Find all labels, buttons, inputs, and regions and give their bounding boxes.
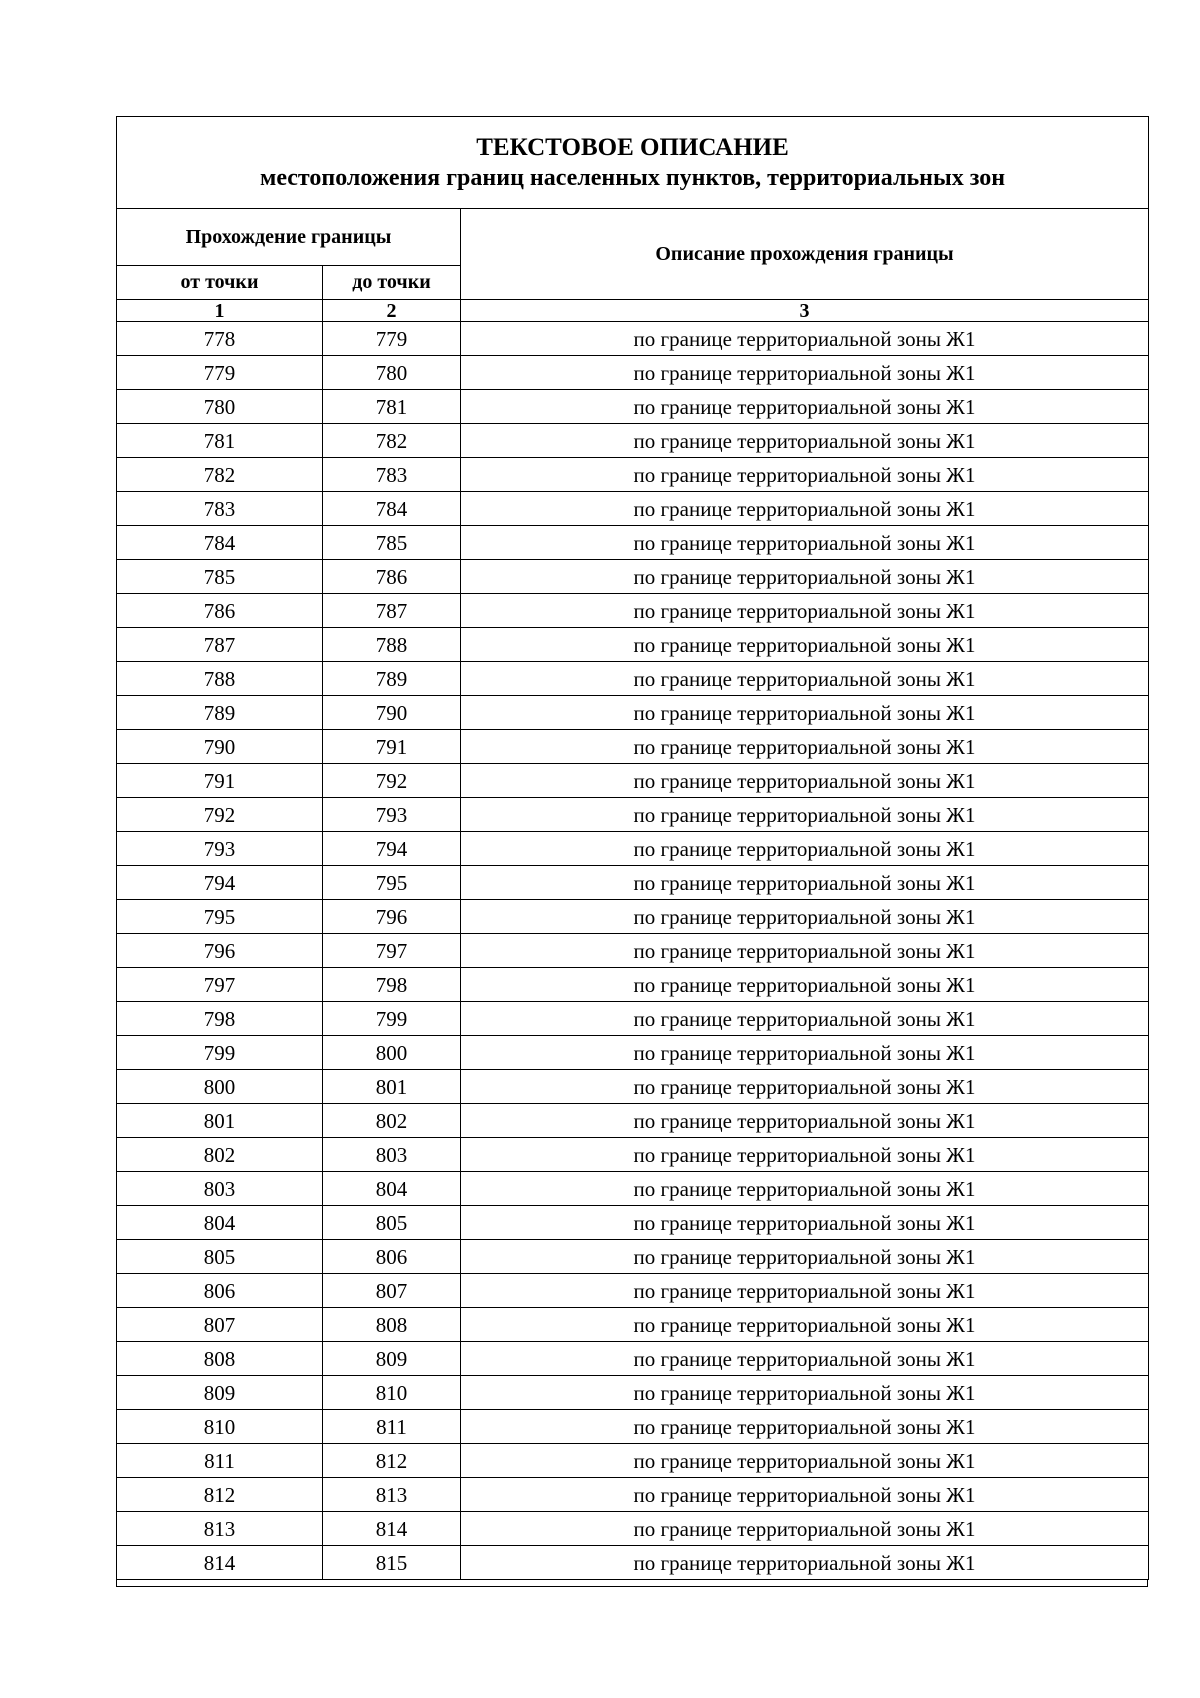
cell-from-point: 807 [117, 1308, 323, 1342]
cell-description: по границе территориальной зоны Ж1 [461, 322, 1149, 356]
cell-to-point: 800 [323, 1036, 461, 1070]
table-row [117, 1070, 1149, 1104]
cell-from-point: 782 [117, 458, 323, 492]
cell-to-point: 813 [323, 1478, 461, 1512]
cell-description: по границе территориальной зоны Ж1 [461, 662, 1149, 696]
cell-from-point: 788 [117, 662, 323, 696]
cell-description: по границе территориальной зоны Ж1 [461, 1546, 1149, 1580]
header-row [117, 209, 1149, 266]
cell-description: по границе территориальной зоны Ж1 [461, 526, 1149, 560]
cell-description: по границе территориальной зоны Ж1 [461, 1172, 1149, 1206]
table-row [117, 458, 1149, 492]
cell-description: по границе территориальной зоны Ж1 [461, 1070, 1149, 1104]
cell-description: по границе территориальной зоны Ж1 [461, 1478, 1149, 1512]
header-to: до точки [323, 266, 461, 300]
column-number: 2 [323, 300, 461, 322]
cell-to-point: 810 [323, 1376, 461, 1410]
cell-from-point: 810 [117, 1410, 323, 1444]
cell-to-point: 791 [323, 730, 461, 764]
cell-from-point: 808 [117, 1342, 323, 1376]
cell-from-point: 783 [117, 492, 323, 526]
document-title: ТЕКСТОВОЕ ОПИСАНИЕ [476, 133, 789, 161]
cell-description: по границе территориальной зоны Ж1 [461, 1308, 1149, 1342]
table-row [117, 934, 1149, 968]
cell-to-point: 805 [323, 1206, 461, 1240]
cell-description: по границе территориальной зоны Ж1 [461, 1376, 1149, 1410]
table-row [117, 390, 1149, 424]
cell-description: по границе территориальной зоны Ж1 [461, 900, 1149, 934]
cell-to-point: 796 [323, 900, 461, 934]
cell-from-point: 805 [117, 1240, 323, 1274]
cell-description: по границе территориальной зоны Ж1 [461, 1342, 1149, 1376]
cell-to-point: 806 [323, 1240, 461, 1274]
table-row [117, 1138, 1149, 1172]
cell-description: по границе территориальной зоны Ж1 [461, 424, 1149, 458]
cell-from-point: 780 [117, 390, 323, 424]
cell-description: по границе территориальной зоны Ж1 [461, 1206, 1149, 1240]
cell-from-point: 790 [117, 730, 323, 764]
cell-description: по границе территориальной зоны Ж1 [461, 832, 1149, 866]
cell-from-point: 803 [117, 1172, 323, 1206]
table-row [117, 1036, 1149, 1070]
table-row [117, 560, 1149, 594]
cell-to-point: 815 [323, 1546, 461, 1580]
table-row [117, 1376, 1149, 1410]
cell-to-point: 804 [323, 1172, 461, 1206]
cell-from-point: 804 [117, 1206, 323, 1240]
cell-from-point: 789 [117, 696, 323, 730]
cell-from-point: 779 [117, 356, 323, 390]
cell-to-point: 793 [323, 798, 461, 832]
cell-from-point: 792 [117, 798, 323, 832]
cell-description: по границе территориальной зоны Ж1 [461, 764, 1149, 798]
table-row [117, 696, 1149, 730]
cell-to-point: 798 [323, 968, 461, 1002]
cell-from-point: 811 [117, 1444, 323, 1478]
cell-to-point: 780 [323, 356, 461, 390]
column-number: 1 [117, 300, 323, 322]
table-row [117, 594, 1149, 628]
cell-from-point: 812 [117, 1478, 323, 1512]
cell-description: по границе территориальной зоны Ж1 [461, 458, 1149, 492]
cell-to-point: 790 [323, 696, 461, 730]
table-row [117, 764, 1149, 798]
cell-to-point: 814 [323, 1512, 461, 1546]
cell-description: по границе территориальной зоны Ж1 [461, 1240, 1149, 1274]
cell-from-point: 802 [117, 1138, 323, 1172]
cell-from-point: 809 [117, 1376, 323, 1410]
cell-to-point: 811 [323, 1410, 461, 1444]
cell-from-point: 800 [117, 1070, 323, 1104]
cell-description: по границе территориальной зоны Ж1 [461, 594, 1149, 628]
table-row [117, 356, 1149, 390]
cell-from-point: 787 [117, 628, 323, 662]
table-row [117, 1478, 1149, 1512]
table-bottom-border [116, 1580, 1148, 1587]
table-row [117, 1308, 1149, 1342]
cell-from-point: 796 [117, 934, 323, 968]
cell-to-point: 801 [323, 1070, 461, 1104]
table-row [117, 1172, 1149, 1206]
table-row [117, 968, 1149, 1002]
cell-to-point: 803 [323, 1138, 461, 1172]
table-row [117, 900, 1149, 934]
cell-description: по границе территориальной зоны Ж1 [461, 1274, 1149, 1308]
cell-to-point: 812 [323, 1444, 461, 1478]
table-row [117, 492, 1149, 526]
cell-from-point: 813 [117, 1512, 323, 1546]
table-row [117, 866, 1149, 900]
cell-description: по границе территориальной зоны Ж1 [461, 934, 1149, 968]
cell-to-point: 786 [323, 560, 461, 594]
cell-description: по границе территориальной зоны Ж1 [461, 1002, 1149, 1036]
cell-description: по границе территориальной зоны Ж1 [461, 1444, 1149, 1478]
cell-from-point: 794 [117, 866, 323, 900]
header-passage: Прохождение границы [117, 209, 461, 266]
cell-from-point: 786 [117, 594, 323, 628]
cell-description: по границе территориальной зоны Ж1 [461, 1138, 1149, 1172]
cell-description: по границе территориальной зоны Ж1 [461, 968, 1149, 1002]
cell-to-point: 792 [323, 764, 461, 798]
table-row [117, 1444, 1149, 1478]
table-row [117, 730, 1149, 764]
cell-to-point: 807 [323, 1274, 461, 1308]
document-page [116, 116, 1148, 1587]
table-row [117, 1002, 1149, 1036]
cell-description: по границе территориальной зоны Ж1 [461, 390, 1149, 424]
table-row [117, 798, 1149, 832]
cell-description: по границе территориальной зоны Ж1 [461, 1410, 1149, 1444]
table-row [117, 424, 1149, 458]
cell-to-point: 788 [323, 628, 461, 662]
cell-description: по границе территориальной зоны Ж1 [461, 866, 1149, 900]
cell-to-point: 785 [323, 526, 461, 560]
cell-from-point: 806 [117, 1274, 323, 1308]
cell-from-point: 797 [117, 968, 323, 1002]
cell-from-point: 814 [117, 1546, 323, 1580]
cell-from-point: 801 [117, 1104, 323, 1138]
cell-to-point: 783 [323, 458, 461, 492]
cell-to-point: 782 [323, 424, 461, 458]
cell-to-point: 802 [323, 1104, 461, 1138]
cell-from-point: 784 [117, 526, 323, 560]
table-row [117, 526, 1149, 560]
cell-from-point: 791 [117, 764, 323, 798]
table-row [117, 1342, 1149, 1376]
cell-to-point: 794 [323, 832, 461, 866]
cell-to-point: 808 [323, 1308, 461, 1342]
cell-to-point: 787 [323, 594, 461, 628]
table-row [117, 662, 1149, 696]
cell-to-point: 809 [323, 1342, 461, 1376]
table-row [117, 628, 1149, 662]
table-row [117, 1274, 1149, 1308]
column-number-row [117, 300, 1149, 322]
cell-to-point: 795 [323, 866, 461, 900]
table-row [117, 1104, 1149, 1138]
cell-from-point: 799 [117, 1036, 323, 1070]
cell-description: по границе территориальной зоны Ж1 [461, 696, 1149, 730]
cell-description: по границе территориальной зоны Ж1 [461, 492, 1149, 526]
cell-description: по границе территориальной зоны Ж1 [461, 1104, 1149, 1138]
cell-from-point: 785 [117, 560, 323, 594]
table-row [117, 1512, 1149, 1546]
table-row [117, 832, 1149, 866]
cell-to-point: 781 [323, 390, 461, 424]
cell-to-point: 799 [323, 1002, 461, 1036]
column-number: 3 [461, 300, 1149, 322]
cell-description: по границе территориальной зоны Ж1 [461, 628, 1149, 662]
cell-to-point: 789 [323, 662, 461, 696]
cell-to-point: 779 [323, 322, 461, 356]
cell-to-point: 797 [323, 934, 461, 968]
document-subtitle: местоположения границ населенных пунктов, территориальных зон [259, 164, 1006, 191]
cell-description: по границе территориальной зоны Ж1 [461, 356, 1149, 390]
cell-from-point: 778 [117, 322, 323, 356]
table-row [117, 322, 1149, 356]
cell-from-point: 793 [117, 832, 323, 866]
title-cell [117, 117, 1149, 209]
cell-description: по границе территориальной зоны Ж1 [461, 730, 1149, 764]
boundary-table [116, 116, 1149, 1580]
table-row [117, 1240, 1149, 1274]
cell-from-point: 781 [117, 424, 323, 458]
header-from: от точки [117, 266, 323, 300]
table-row [117, 1546, 1149, 1580]
cell-description: по границе территориальной зоны Ж1 [461, 1512, 1149, 1546]
cell-description: по границе территориальной зоны Ж1 [461, 1036, 1149, 1070]
title-row [117, 117, 1149, 209]
cell-from-point: 798 [117, 1002, 323, 1036]
header-description: Описание прохождения границы [461, 209, 1149, 300]
cell-to-point: 784 [323, 492, 461, 526]
cell-from-point: 795 [117, 900, 323, 934]
table-row [117, 1410, 1149, 1444]
cell-description: по границе территориальной зоны Ж1 [461, 798, 1149, 832]
cell-description: по границе территориальной зоны Ж1 [461, 560, 1149, 594]
table-row [117, 1206, 1149, 1240]
